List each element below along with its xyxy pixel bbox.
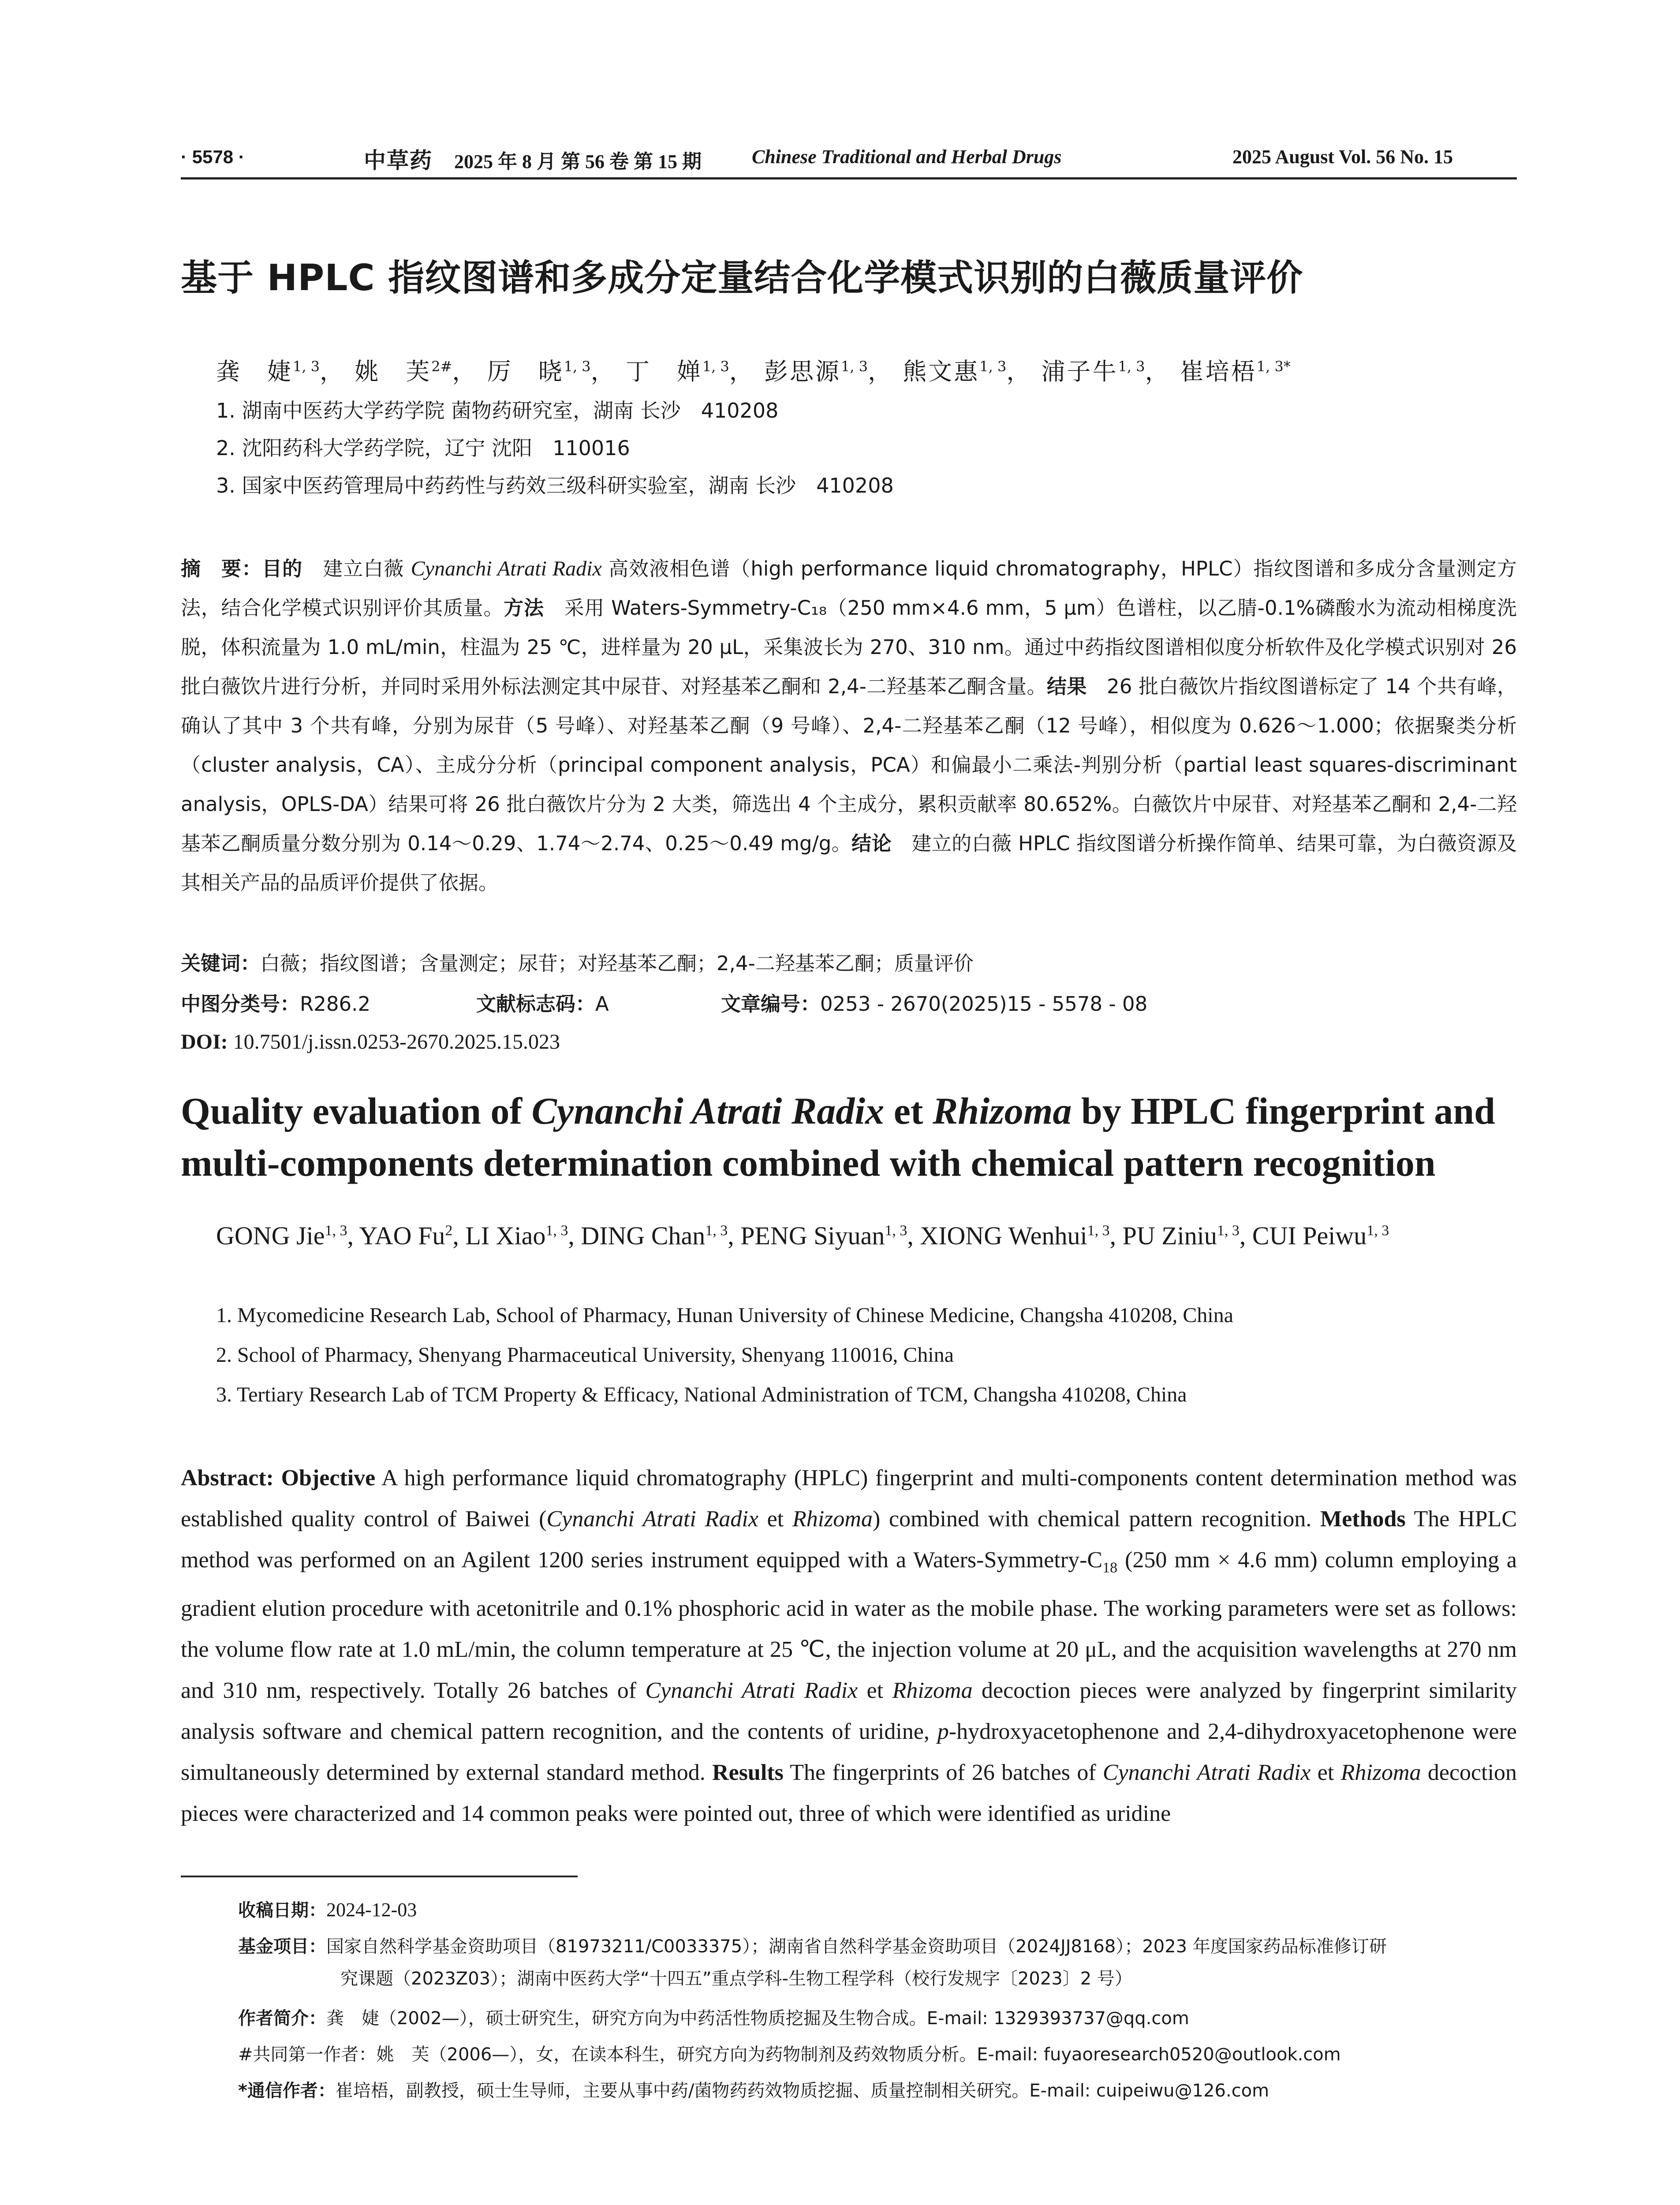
author-en: DING Chan xyxy=(581,1221,706,1250)
footnote-text: 2024-12-03 xyxy=(326,1899,417,1921)
results-label-en: Results xyxy=(712,1760,784,1786)
author-affil-mark: 1, 3 xyxy=(705,1222,728,1239)
doc-code-value: A xyxy=(595,992,609,1016)
footnote-label: *通信作者： xyxy=(238,2081,336,2101)
objective-label-cn: 目的 xyxy=(262,557,303,580)
author-affil-mark: 1, 3 xyxy=(1217,1222,1239,1239)
journal-name-en: Chinese Traditional and Herbal Drugs xyxy=(752,146,1062,168)
article-title-cn: 基于 HPLC 指纹图谱和多成分定量结合化学模式识别的白薇质量评价 xyxy=(181,257,1303,299)
keywords-text: 白薇；指纹图谱；含量测定；尿苷；对羟基苯乙酮；2,4-二羟基苯乙酮；质量评价 xyxy=(260,952,974,975)
affiliation-en-1: 1. Mycomedicine Research Lab, School of Pharmacy, Hunan University of Chinese Medicine, Changsha 410208, China xyxy=(216,1304,1234,1327)
author-en: GONG Jie xyxy=(216,1221,325,1250)
footnote-label: #共同第一作者： xyxy=(238,2044,377,2065)
author-affil-mark: 1, 3 xyxy=(564,358,591,375)
footnote-author xyxy=(238,2004,1189,2029)
footnote-fund xyxy=(238,1932,1387,1958)
footnote-label: 作者简介： xyxy=(238,2008,326,2029)
affiliation-cn-1: 1. 湖南中医药大学药学院 菌物药研究室，湖南 长沙 410208 xyxy=(216,399,779,422)
footnote-label: 基金项目： xyxy=(238,1936,326,1957)
abstract-text: The fingerprints of 26 batches of xyxy=(783,1760,1103,1786)
author-affil-mark: 1, 3 xyxy=(841,358,868,375)
author-affil-mark: 2 xyxy=(445,1222,453,1239)
latin-name: Cynanchi Atrati Radix xyxy=(645,1678,858,1704)
classification-row xyxy=(181,988,370,1017)
author-affil-mark: 1, 3* xyxy=(1256,358,1291,375)
abstract-text: (250 mm × 4.6 mm) column employing a gradient elution procedure with acetonitrile and 0.1% phosphoric acid in water as the mobile phase. The working parameters were set as follows: the volume flow rate at 1.0 mL/min, the column temperature at 25 ℃, the injection volume at 20 μL, and the acquisition wavelengths at 270 nm and 310 nm, respectively. Totally 26 batches of xyxy=(181,1547,1517,1704)
affiliation-en-2: 2. School of Pharmacy, Shenyang Pharmaceutical University, Shenyang 110016, China xyxy=(216,1343,954,1367)
abstract-text: decoction pieces were analyzed by fingerprint similarity analysis software and chemical pattern recognition, and the contents of uridine, xyxy=(181,1678,1517,1745)
keywords-label: 关键词： xyxy=(181,952,261,975)
abstract-text: 采用 Waters-Symmetry-C₁₈（250 mm×4.6 mm，5 μm）色谱柱，以乙腈-0.1%磷酸水为流动相梯度洗脱，体积流量为 1.0 mL/min，柱温为 25 ℃，进样量为 20 μL，采集波长为 270、310 nm。通过中药指纹图谱相似度分析软件及化学模式识别对 26 批白薇饮片进行分析，并同时采用外标法测定其中尿苷、对羟基苯乙酮和 2,4-二羟基苯乙酮含量。 xyxy=(181,596,1517,698)
abstract-cn xyxy=(181,549,1517,902)
author-cn: 龚 婕 xyxy=(216,358,293,385)
abstract-text: ) combined with chemical pattern recognition. xyxy=(872,1506,1321,1532)
clc-value: R286.2 xyxy=(300,992,371,1016)
author-list-cn: 龚 婕$^{1, 3}$， 姚 芙$^{2\#}$， 厉 晓$^{1, 3}$， 丁 婵$^{1, 3}$， 彭思源$^{1, 3}$， 熊文惠$^{1, 3}$， 浦子牛$^{1, 3}$， 崔培梧$^{1, 3*}$ xyxy=(216,358,1291,385)
methods-label-en: Methods xyxy=(1320,1506,1406,1532)
issue-en: 2025 August Vol. 56 No. 15 xyxy=(1232,146,1453,168)
latin-name: Cynanchi Atrati Radix xyxy=(411,557,602,580)
title-latin: Rhizoma xyxy=(933,1090,1072,1132)
author-affil-mark: 2# xyxy=(431,358,452,375)
clc-label: 中图分类号： xyxy=(181,992,300,1016)
latin-name: Cynanchi Atrati Radix xyxy=(546,1506,758,1532)
affiliation-cn-3: 3. 国家中医药管理局中药药性与药效三级科研实验室，湖南 长沙 410208 xyxy=(216,474,894,497)
doc-code-label: 文献标志码： xyxy=(476,992,596,1016)
methods-label-cn: 方法 xyxy=(504,596,544,620)
objective-label-en: Objective xyxy=(281,1465,376,1491)
author-affil-mark: 1, 3 xyxy=(1087,1222,1110,1239)
title-text: Quality evaluation of xyxy=(181,1090,532,1132)
footnote-text: 崔培梧，副教授，硕士生导师，主要从事中药/菌物药药效物质挖掘、质量控制相关研究。E-mail: cuipeiwu@126.com xyxy=(335,2081,1269,2101)
footnote-text: 姚 芙（2006—），女，在读本科生，研究方向为药物制剂及药效物质分析。E-mail: fuyaoresearch0520@outlook.com xyxy=(376,2044,1341,2065)
title-latin: Cynanchi Atrati Radix xyxy=(531,1090,885,1132)
author-affil-mark: 1, 3 xyxy=(325,1222,347,1239)
author-affil-mark: 1, 3 xyxy=(885,1222,907,1239)
title-text: by HPLC fingerprint and multi-components determination combined with chemical pattern recognition xyxy=(181,1090,1495,1184)
author-en: CUI Peiwu xyxy=(1252,1221,1367,1250)
affiliation-en-3: 3. Tertiary Research Lab of TCM Property & Efficacy, National Administration of TCM, Changsha 410208, China xyxy=(216,1383,1187,1406)
footnote-corresponding xyxy=(238,2077,1269,2102)
journal-name-cn: 中草药 xyxy=(364,147,433,173)
article-number xyxy=(721,988,1147,1017)
article-no-value: 0253 - 2670(2025)15 - 5578 - 08 xyxy=(820,992,1148,1016)
doi xyxy=(181,1030,560,1054)
subscript: 18 xyxy=(1102,1559,1118,1576)
article-no-label: 文章编号： xyxy=(721,992,821,1016)
author-list-en: GONG Jie$^{1, 3}$, YAO Fu$^2$, LI Xiao$^{1, 3}$, DING Chan$^{1, 3}$, PENG Siyuan$^{1, 3}$, XIONG Wenhui$^{1, 3}$, PU Ziniu$^{1, 3}$, CUI Peiwu$^{1, 3}$ xyxy=(216,1221,1389,1250)
author-en: YAO Fu xyxy=(359,1221,445,1250)
abstract-text: et xyxy=(858,1678,892,1704)
footnote-label: 收稿日期： xyxy=(238,1900,326,1921)
abstract-text: decoction pieces were characterized and 14 common peaks were pointed out, three of which were identified as uridine xyxy=(181,1760,1517,1827)
abstract-text: A high performance liquid chromatography (HPLC) fingerprint and multi-components content determination method was established quality control of Baiwei ( xyxy=(181,1465,1517,1532)
footnote-rule xyxy=(181,1876,578,1877)
author-affil-mark: 1, 3 xyxy=(1118,358,1145,375)
affiliation-cn-2: 2. 沈阳药科大学药学院，辽宁 沈阳 110016 xyxy=(216,436,630,460)
author-cn: 浦子牛 xyxy=(1041,358,1118,385)
abstract-text: et xyxy=(758,1506,792,1532)
footnote-received xyxy=(238,1896,417,1921)
author-en: PU Ziniu xyxy=(1122,1221,1217,1250)
keywords-cn xyxy=(181,947,974,976)
author-cn: 熊文惠 xyxy=(903,358,980,385)
footnote-cofirst xyxy=(238,2041,1341,2066)
latin-name: Rhizoma xyxy=(1340,1760,1421,1786)
author-affil-mark: 1, 3 xyxy=(545,1222,568,1239)
abstract-en xyxy=(181,1458,1517,1834)
author-affil-mark: 1, 3 xyxy=(1366,1222,1389,1239)
author-affil-mark: 1, 3 xyxy=(293,358,320,375)
latin-name: Rhizoma xyxy=(892,1678,973,1704)
author-cn: 崔培梧 xyxy=(1180,358,1257,385)
abstract-text: 26 批白薇饮片指纹图谱标定了 14 个共有峰，确认了其中 3 个共有峰，分别为尿苷（5 号峰）、对羟基苯乙酮（9 号峰）、2,4-二羟基苯乙酮（12 号峰），相似度为 0.626～1.000；依据聚类分析（cluster analysis，CA）、主成分分析（principal component analysis，PCA）和偏最小二乘法-判别分析（partial least squares-discriminant analysis，OPLS-DA）结果可将 26 批白薇饮片分为 2 大类，筛选出 4 个主成分，累积贡献率 80.652%。白薇饮片中尿苷、对羟基苯乙酮和 2,4-二羟基苯乙酮质量分数分别为 0.14～0.29、1.74～2.74、0.25～0.49 mg/g。 xyxy=(181,675,1517,855)
author-en: PENG Siyuan xyxy=(740,1221,885,1250)
footnote-fund-cont: 究课题（2023Z03）；湖南中医药大学“十四五”重点学科-生物工程学科（校行发规字〔2023〕2 号） xyxy=(340,1969,1132,1989)
abstract-text: 高效液相色谱（high performance liquid chromatography，HPLC）指纹图谱和多成分含量测定方法，结合化学模式识别评价其质量。 xyxy=(181,557,1517,620)
abstract-text: 建立白薇 xyxy=(302,557,411,580)
abstract-text: -hydroxyacetophenone and 2,4-dihydroxyacetophenone were simultaneously determined by external standard method. xyxy=(181,1719,1517,1786)
abstract-text: 建立的白薇 HPLC 指纹图谱分析操作简单、结果可靠，为白薇资源及其相关产品的品质评价提供了依据。 xyxy=(181,832,1517,894)
author-affil-mark: 1, 3 xyxy=(702,358,729,375)
abstract-text: et xyxy=(1310,1760,1341,1786)
abstract-label-cn: 摘 要： xyxy=(181,557,262,580)
doi-label: DOI: xyxy=(181,1030,228,1054)
author-en: XIONG Wenhui xyxy=(920,1221,1087,1250)
doi-value: 10.7501/j.issn.0253-2670.2025.15.023 xyxy=(233,1030,560,1054)
abstract-label-en: Abstract: xyxy=(181,1465,274,1491)
latin-name: Rhizoma xyxy=(792,1506,873,1532)
footnote-text: 龚 婕（2002—），硕士研究生，研究方向为中药活性物质挖掘及生物合成。E-mail: 1329393737@qq.com xyxy=(326,2008,1189,2029)
author-affil-mark: 1, 3 xyxy=(979,358,1007,375)
page-number: · 5578 · xyxy=(181,146,245,167)
italic-prefix: p xyxy=(937,1719,949,1745)
author-cn: 姚 芙 xyxy=(355,358,432,385)
author-cn: 丁 婵 xyxy=(625,358,702,385)
article-title-en xyxy=(181,1085,1517,1189)
abstract-text: The HPLC method was performed on an Agilent 1200 series instrument equipped with a Waters-Symmetry-C xyxy=(181,1506,1517,1573)
issue-cn: 2025 年 8 月 第 56 卷 第 15 期 xyxy=(454,151,702,172)
title-text: et xyxy=(884,1090,933,1132)
author-en: LI Xiao xyxy=(465,1221,546,1250)
latin-name: Cynanchi Atrati Radix xyxy=(1102,1760,1311,1786)
author-cn: 厉 晓 xyxy=(487,358,564,385)
footnote-text: 国家自然科学基金资助项目（81973211/C0033375）；湖南省自然科学基金资助项目（2024JJ8168）；2023 年度国家药品标准修订研 xyxy=(326,1936,1387,1957)
doc-code xyxy=(476,988,609,1017)
results-label-cn: 结果 xyxy=(1046,675,1087,698)
journal-page xyxy=(181,0,1517,2205)
conclusion-label-cn: 结论 xyxy=(851,832,892,855)
author-cn: 彭思源 xyxy=(764,358,841,385)
running-header xyxy=(181,138,1517,179)
